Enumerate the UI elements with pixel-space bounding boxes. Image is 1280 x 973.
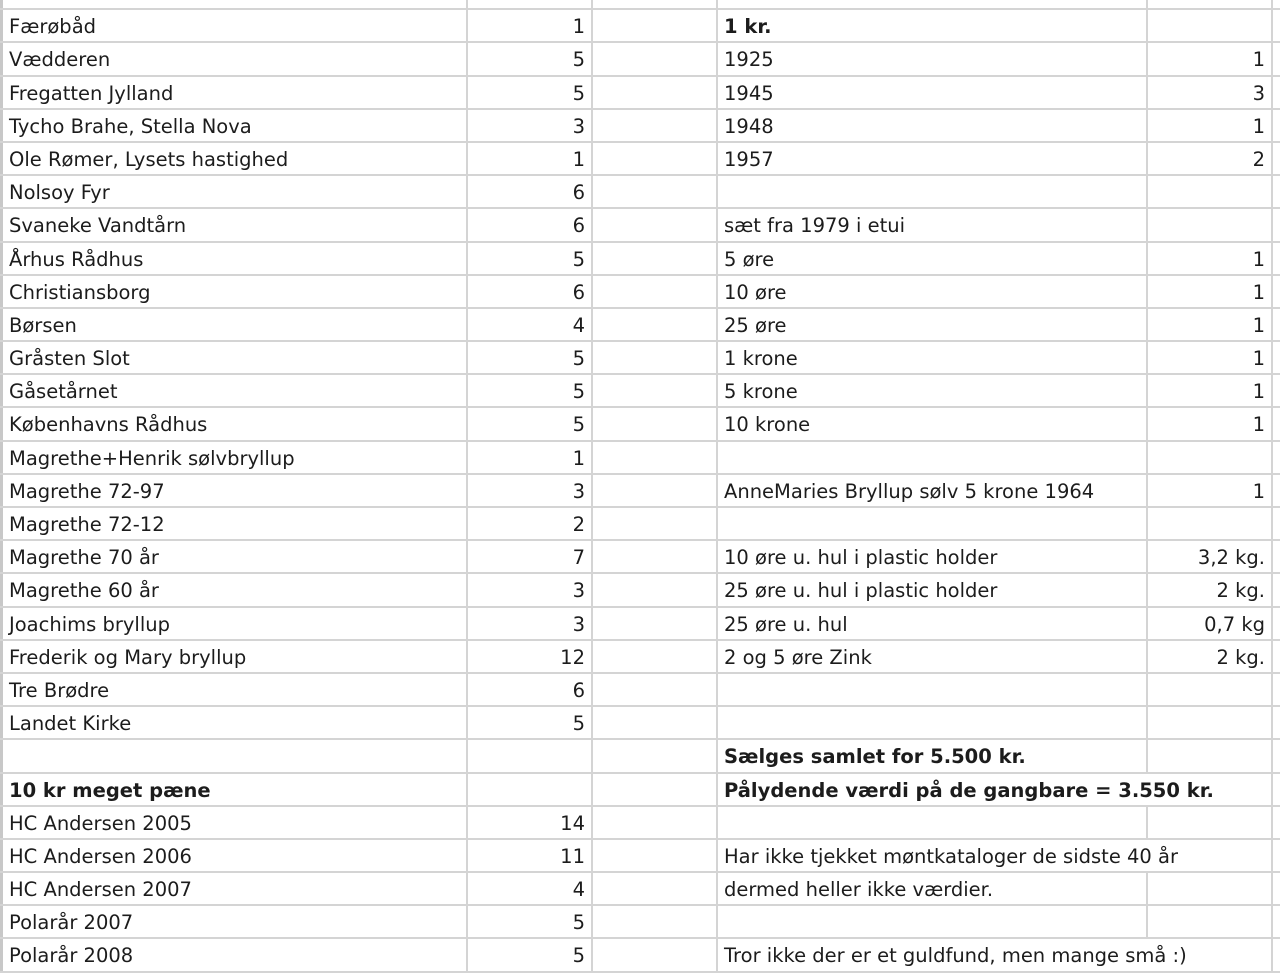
cell-coin-name[interactable]: Svaneke Vandtårn	[0, 209, 468, 240]
cell-coin-name[interactable]: Århus Rådhus	[0, 243, 468, 274]
cell-description[interactable]	[718, 442, 1148, 473]
cell-empty[interactable]	[593, 209, 718, 240]
cell-empty[interactable]	[593, 873, 718, 904]
cell-coin-name[interactable]: Vædderen	[0, 43, 468, 74]
table-row	[0, 574, 1280, 607]
cell-empty[interactable]	[593, 674, 718, 705]
cell-empty[interactable]	[1273, 43, 1280, 74]
cell-coin-quantity[interactable]: 11	[468, 840, 593, 871]
cell-empty[interactable]	[1273, 508, 1280, 539]
cell-empty[interactable]	[1273, 442, 1280, 473]
cell-empty[interactable]	[1273, 309, 1280, 340]
cell-coin-quantity[interactable]: 5	[468, 906, 593, 937]
cell-coin-quantity[interactable]: 5	[468, 43, 593, 74]
table-row	[0, 674, 1280, 707]
cell-value[interactable]	[1148, 176, 1273, 207]
table-row	[0, 774, 1280, 807]
cell-description[interactable]: 10 øre u. hul i plastic holder	[718, 541, 1148, 572]
cell-value[interactable]	[1148, 0, 1273, 8]
cell-coin-name[interactable]: HC Andersen 2005	[0, 807, 468, 838]
cell-empty[interactable]	[593, 342, 718, 373]
cell-empty[interactable]	[593, 442, 718, 473]
cell-empty[interactable]	[593, 10, 718, 41]
cell-coin-name[interactable]: Magrethe 70 år	[0, 541, 468, 572]
cell-coin-quantity[interactable]: 6	[468, 176, 593, 207]
cell-description[interactable]: 1957	[718, 143, 1148, 174]
cell-description[interactable]	[718, 508, 1148, 539]
cell-empty[interactable]	[593, 840, 718, 871]
cell-empty[interactable]	[1273, 176, 1280, 207]
cell-value[interactable]	[1148, 674, 1273, 705]
table-row	[0, 641, 1280, 674]
cell-description[interactable]: 1 kr.	[718, 10, 1148, 41]
cell-coin-quantity[interactable]: 3	[468, 475, 593, 506]
cell-coin-name[interactable]: Tycho Brahe, Stella Nova	[0, 110, 468, 141]
cell-empty[interactable]	[1273, 840, 1280, 871]
table-row	[0, 508, 1280, 541]
table-row	[0, 209, 1280, 242]
cell-empty[interactable]	[1273, 276, 1280, 307]
cell-value[interactable]: 3	[1148, 77, 1273, 108]
cell-description[interactable]: sæt fra 1979 i etui	[718, 209, 1148, 240]
cell-coin-name[interactable]: Færøbåd	[0, 10, 468, 41]
cell-coin-quantity[interactable]	[468, 740, 593, 771]
table-row	[0, 807, 1280, 840]
table-row	[0, 43, 1280, 76]
table-row	[0, 243, 1280, 276]
cell-value[interactable]	[1148, 807, 1273, 838]
cell-empty[interactable]	[593, 707, 718, 738]
cell-description[interactable]: dermed heller ikke værdier.	[718, 873, 1148, 904]
cell-empty[interactable]	[593, 176, 718, 207]
table-row	[0, 707, 1280, 740]
cell-coin-name[interactable]: Fregatten Jylland	[0, 77, 468, 108]
table-row	[0, 10, 1280, 43]
table-row	[0, 143, 1280, 176]
cell-coin-name[interactable]: Nolsoy Fyr	[0, 176, 468, 207]
cell-description[interactable]	[718, 807, 1148, 838]
cell-description[interactable]: 5 øre	[718, 243, 1148, 274]
cell-coin-quantity[interactable]: 5	[468, 408, 593, 439]
cell-empty[interactable]	[1273, 873, 1280, 904]
cell-coin-quantity[interactable]: 4	[468, 309, 593, 340]
cell-coin-name[interactable]: Frederik og Mary bryllup	[0, 641, 468, 672]
cell-value[interactable]	[1148, 873, 1273, 904]
cell-value[interactable]	[1148, 906, 1273, 937]
cell-empty[interactable]	[593, 807, 718, 838]
cell-coin-name[interactable]: Børsen	[0, 309, 468, 340]
cell-empty[interactable]	[593, 309, 718, 340]
cell-empty[interactable]	[1273, 541, 1280, 572]
cell-description[interactable]	[718, 0, 1148, 8]
cell-coin-quantity[interactable]: 1	[468, 442, 593, 473]
cell-description[interactable]: Har ikke tjekket møntkataloger de sidste 40 år	[724, 844, 1178, 868]
cell-coin-name[interactable]: Christiansborg	[0, 276, 468, 307]
cell-value[interactable]	[1148, 707, 1273, 738]
cell-empty[interactable]	[1273, 906, 1280, 937]
table-row	[0, 176, 1280, 209]
cell-value[interactable]	[1148, 740, 1273, 771]
cell-empty[interactable]	[593, 574, 718, 605]
cell-description[interactable]: 25 øre	[718, 309, 1148, 340]
table-row	[0, 840, 1280, 873]
cell-value[interactable]	[1148, 209, 1273, 240]
cell-coin-name[interactable]: Københavns Rådhus	[0, 408, 468, 439]
cell-coin-quantity[interactable]: 6	[468, 209, 593, 240]
table-row	[0, 906, 1280, 939]
cell-description[interactable]: AnneMaries Bryllup sølv 5 krone 1964	[718, 475, 1148, 506]
cell-value[interactable]: 1	[1148, 110, 1273, 141]
cell-empty[interactable]	[1273, 807, 1280, 838]
cell-empty[interactable]	[593, 939, 718, 970]
cell-empty[interactable]	[1273, 939, 1280, 970]
cell-description[interactable]	[718, 906, 1148, 937]
cell-value[interactable]	[1148, 508, 1273, 539]
cell-value[interactable]	[1148, 442, 1273, 473]
cell-description[interactable]: 5 krone	[718, 375, 1148, 406]
cell-description[interactable]: 10 krone	[718, 408, 1148, 439]
cell-empty[interactable]	[593, 774, 718, 805]
cell-empty[interactable]	[1273, 475, 1280, 506]
cell-coin-quantity[interactable]: 4	[468, 873, 593, 904]
cell-coin-quantity[interactable]: 5	[468, 77, 593, 108]
table-row	[0, 77, 1280, 110]
cell-description[interactable]: 1945	[718, 77, 1148, 108]
table-row	[0, 110, 1280, 143]
table-row	[0, 939, 1280, 972]
cell-coin-name[interactable]: Joachims bryllup	[0, 608, 468, 639]
cell-empty[interactable]	[1273, 243, 1280, 274]
cell-empty[interactable]	[1273, 774, 1280, 805]
cell-coin-quantity[interactable]: 5	[468, 707, 593, 738]
table-row	[0, 873, 1280, 906]
cell-empty[interactable]	[593, 408, 718, 439]
cell-coin-quantity[interactable]: 7	[468, 541, 593, 572]
cell-coin-name[interactable]: Magrethe 60 år	[0, 574, 468, 605]
cell-empty[interactable]	[593, 906, 718, 937]
cell-coin-name[interactable]: Polarår 2008	[0, 939, 468, 970]
cell-coin-name[interactable]: Gåsetårnet	[0, 375, 468, 406]
cell-value[interactable]: 1	[1148, 408, 1273, 439]
cell-empty[interactable]	[593, 375, 718, 406]
cell-coin-name[interactable]: 10 kr meget pæne	[0, 774, 468, 805]
cell-empty[interactable]	[1273, 375, 1280, 406]
cell-empty[interactable]	[1273, 408, 1280, 439]
cell-description[interactable]: Sælges samlet for 5.500 kr.	[718, 740, 1148, 771]
cell-empty[interactable]	[1273, 707, 1280, 738]
cell-coin-quantity[interactable]	[468, 774, 593, 805]
table-row	[0, 475, 1280, 508]
table-row	[0, 342, 1280, 375]
cell-value[interactable]	[1148, 10, 1273, 41]
cell-value[interactable]: 1	[1148, 475, 1273, 506]
cell-coin-name[interactable]: Magrethe 72-12	[0, 508, 468, 539]
cell-description[interactable]	[718, 176, 1148, 207]
cell-empty[interactable]	[1273, 342, 1280, 373]
table-row	[0, 442, 1280, 475]
cell-coin-name[interactable]: Gråsten Slot	[0, 342, 468, 373]
cell-value[interactable]: 1	[1148, 43, 1273, 74]
cell-coin-name[interactable]: Tre Brødre	[0, 674, 468, 705]
cell-description[interactable]: 1925	[718, 43, 1148, 74]
cell-coin-name[interactable]: HC Andersen 2007	[0, 873, 468, 904]
table-row	[0, 309, 1280, 342]
cell-value[interactable]: 1	[1148, 309, 1273, 340]
cell-coin-quantity[interactable]: 5	[468, 342, 593, 373]
cell-empty[interactable]	[593, 77, 718, 108]
table-row	[0, 0, 1280, 10]
cell-coin-quantity[interactable]: 3	[468, 574, 593, 605]
cell-coin-name[interactable]: Landet Kirke	[0, 707, 468, 738]
cell-value[interactable]: 0,7 kg	[1148, 608, 1273, 639]
cell-description[interactable]	[718, 707, 1148, 738]
cell-coin-name[interactable]: Magrethe 72-97	[0, 475, 468, 506]
cell-empty[interactable]	[593, 0, 718, 8]
cell-empty[interactable]	[1273, 674, 1280, 705]
cell-coin-quantity[interactable]	[468, 0, 593, 8]
cell-coin-quantity[interactable]: 3	[468, 110, 593, 141]
cell-coin-name[interactable]: Ole Rømer, Lysets hastighed	[0, 143, 468, 174]
cell-value[interactable]: 3,2 kg.	[1148, 541, 1273, 572]
cell-coin-name[interactable]: Magrethe+Henrik sølvbryllup	[0, 442, 468, 473]
cell-coin-name[interactable]	[0, 740, 468, 771]
cell-coin-name[interactable]: HC Andersen 2006	[0, 840, 468, 871]
table-row	[0, 408, 1280, 441]
cell-coin-quantity[interactable]: 1	[468, 10, 593, 41]
table-row	[0, 740, 1280, 773]
cell-coin-quantity[interactable]: 5	[468, 375, 593, 406]
cell-coin-name[interactable]	[0, 0, 468, 8]
cell-value[interactable]: 1	[1148, 375, 1273, 406]
cell-empty[interactable]	[593, 608, 718, 639]
cell-description[interactable]	[718, 674, 1148, 705]
cell-value[interactable]: 1	[1148, 276, 1273, 307]
cell-empty[interactable]	[593, 276, 718, 307]
cell-empty[interactable]	[593, 508, 718, 539]
cell-coin-quantity[interactable]: 5	[468, 939, 593, 970]
cell-empty[interactable]	[593, 243, 718, 274]
cell-coin-quantity[interactable]: 6	[468, 674, 593, 705]
table-row	[0, 541, 1280, 574]
cell-empty[interactable]	[1273, 77, 1280, 108]
cell-coin-quantity[interactable]: 6	[468, 276, 593, 307]
cell-empty[interactable]	[593, 740, 718, 771]
cell-value[interactable]: 2 kg.	[1148, 641, 1273, 672]
cell-empty[interactable]	[593, 43, 718, 74]
cell-coin-quantity[interactable]: 2	[468, 508, 593, 539]
cell-empty[interactable]	[1273, 641, 1280, 672]
cell-description[interactable]: 2 og 5 øre Zink	[718, 641, 1148, 672]
table-row	[0, 375, 1280, 408]
cell-coin-quantity[interactable]: 1	[468, 143, 593, 174]
cell-description[interactable]: Pålydende værdi på de gangbare = 3.550 kr.	[724, 778, 1214, 802]
cell-empty[interactable]	[1273, 608, 1280, 639]
cell-value[interactable]: 1	[1148, 342, 1273, 373]
cell-empty[interactable]	[1273, 209, 1280, 240]
cell-empty[interactable]	[1273, 110, 1280, 141]
cell-empty[interactable]	[1273, 0, 1280, 8]
cell-empty[interactable]	[1273, 740, 1280, 771]
cell-empty[interactable]	[593, 110, 718, 141]
cell-empty[interactable]	[593, 541, 718, 572]
cell-coin-quantity[interactable]: 12	[468, 641, 593, 672]
cell-coin-quantity[interactable]: 5	[468, 243, 593, 274]
cell-coin-name[interactable]: Polarår 2007	[0, 906, 468, 937]
cell-empty[interactable]	[593, 143, 718, 174]
cell-description[interactable]: 1 krone	[718, 342, 1148, 373]
cell-description[interactable]: 1948	[718, 110, 1148, 141]
cell-empty[interactable]	[1273, 574, 1280, 605]
cell-description[interactable]: Tror ikke der er et guldfund, men mange små :)	[724, 944, 1187, 968]
cell-description[interactable]: 25 øre u. hul	[718, 608, 1148, 639]
cell-value[interactable]: 1	[1148, 243, 1273, 274]
table-row	[0, 276, 1280, 309]
cell-description[interactable]: 25 øre u. hul i plastic holder	[718, 574, 1148, 605]
cell-empty[interactable]	[593, 475, 718, 506]
cell-value[interactable]: 2 kg.	[1148, 574, 1273, 605]
cell-description[interactable]: 10 øre	[718, 276, 1148, 307]
cell-coin-quantity[interactable]: 3	[468, 608, 593, 639]
cell-empty[interactable]	[1273, 143, 1280, 174]
cell-empty[interactable]	[593, 641, 718, 672]
cell-empty[interactable]	[1273, 10, 1280, 41]
cell-coin-quantity[interactable]: 14	[468, 807, 593, 838]
table-row	[0, 608, 1280, 641]
cell-value[interactable]: 2	[1148, 143, 1273, 174]
